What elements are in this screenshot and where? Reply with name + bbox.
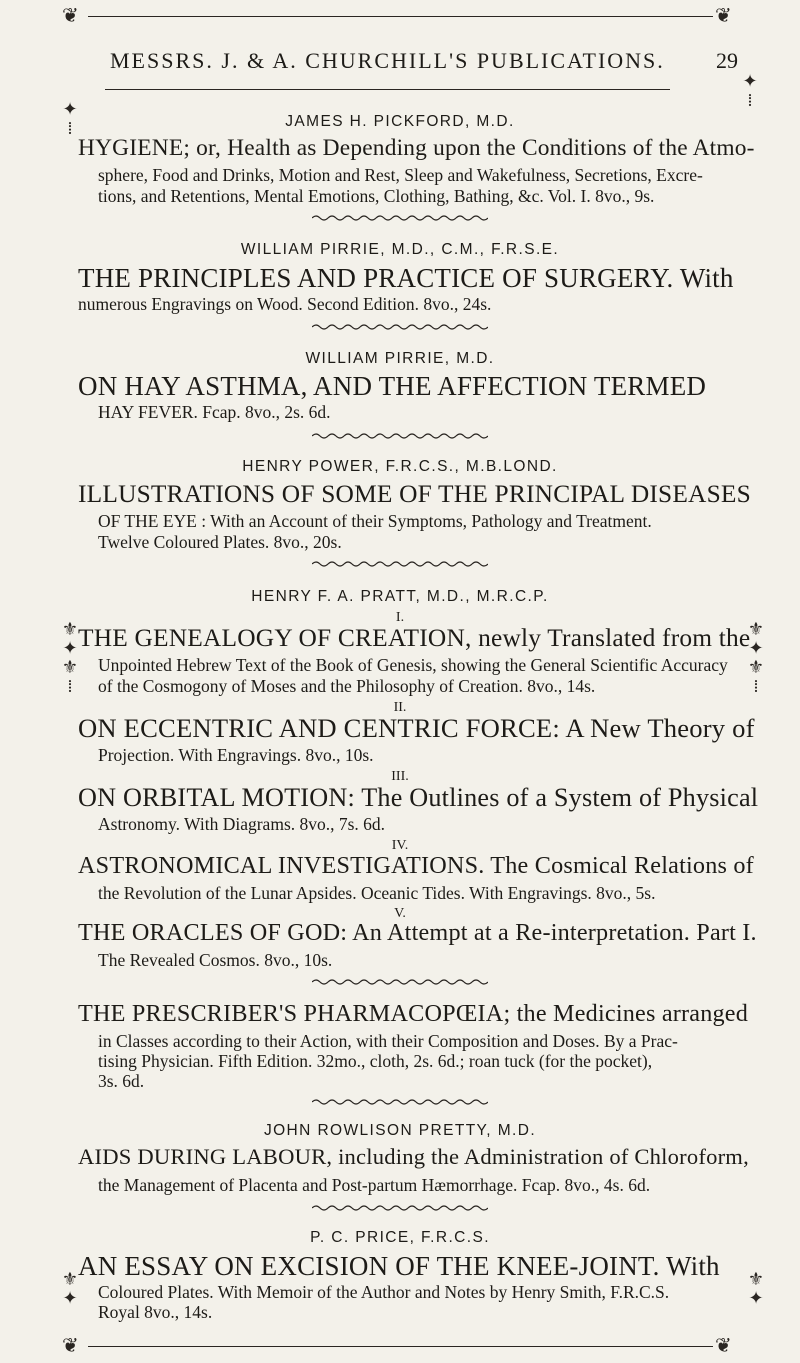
title-oracles: THE ORACLES OF GOD: An Attempt at a Re-interpretation. Part I.	[78, 919, 757, 946]
desc-line: sphere, Food and Drinks, Motion and Rest, Sleep and Wakefulness, Secretions, Excre-	[98, 165, 703, 185]
title-hygiene: HYGIENE; or, Health as Depending upon the Conditions of the Atmo-	[78, 135, 755, 161]
side-ornament-left-1: ✦ ⁞	[62, 99, 78, 138]
separator-ornament	[312, 1204, 488, 1212]
side-ornament-right-1: ✦ ⁞	[742, 71, 758, 110]
title-genealogy: THE GENEALOGY OF CREATION, newly Translated from the	[78, 624, 751, 652]
desc-line: Unpointed Hebrew Text of the Book of Genesis, showing the General Scientific Accuracy	[98, 655, 728, 675]
desc-line: Coloured Plates. With Memoir of the Author and Notes by Henry Smith, F.R.C.S.	[98, 1282, 670, 1302]
desc-line: Twelve Coloured Plates. 8vo., 20s.	[98, 532, 342, 552]
desc-line: tising Physician. Fifth Edition. 32mo., cloth, 2s. 6d.; roan tuck (for the pocket),	[98, 1051, 653, 1071]
numeral: III.	[391, 769, 409, 784]
author-price: P. C. PRICE, F.R.C.S.	[310, 1229, 490, 1246]
author-pratt: HENRY F. A. PRATT, M.D., M.R.C.P.	[251, 588, 549, 605]
corner-ornament-bottom-right: ❦	[715, 1335, 732, 1357]
page-header-title: MESSRS. J. & A. CHURCHILL'S PUBLICATIONS.	[110, 48, 665, 73]
numeral: V.	[394, 906, 406, 921]
separator-ornament	[312, 560, 488, 568]
side-ornament-right-3: ⚜ ✦	[747, 1269, 765, 1308]
header-underline	[105, 89, 670, 90]
desc-line: HAY FEVER. Fcap. 8vo., 2s. 6d.	[98, 402, 331, 422]
desc-line: numerous Engravings on Wood. Second Edition. 8vo., 24s.	[78, 294, 492, 314]
separator-ornament	[312, 323, 488, 331]
top-rule	[88, 16, 713, 17]
author-pickford: JAMES H. PICKFORD, M.D.	[285, 113, 515, 130]
desc-line: the Revolution of the Lunar Apsides. Oceanic Tides. With Engravings. 8vo., 5s.	[98, 883, 656, 903]
title-eye-diseases: ILLUSTRATIONS OF SOME OF THE PRINCIPAL DISEASES	[78, 480, 751, 508]
desc-line: Projection. With Engravings. 8vo., 10s.	[98, 745, 374, 765]
author-power: HENRY POWER, F.R.C.S., M.B.LOND.	[242, 458, 558, 475]
desc-line: 3s. 6d.	[98, 1071, 145, 1091]
bottom-rule	[88, 1346, 713, 1347]
separator-ornament	[312, 978, 488, 986]
author-pirrie-1: WILLIAM PIRRIE, M.D., C.M., F.R.S.E.	[240, 241, 560, 258]
separator-ornament	[312, 432, 488, 440]
numeral: IV.	[391, 838, 409, 853]
side-ornament-left-3: ⚜ ✦	[61, 1269, 79, 1308]
title-hay-asthma: ON HAY ASTHMA, AND THE AFFECTION TERMED	[78, 371, 707, 401]
desc-line: tions, and Retentions, Mental Emotions, Clothing, Bathing, &c. Vol. I. 8vo., 9s.	[98, 186, 655, 206]
title-surgery: THE PRINCIPLES AND PRACTICE OF SURGERY. With	[78, 263, 734, 293]
numeral: I.	[395, 610, 405, 625]
title-aids-labour: AIDS DURING LABOUR, including the Administration of Chloroform,	[78, 1144, 749, 1169]
desc-line: Astronomy. With Diagrams. 8vo., 7s. 6d.	[98, 814, 386, 834]
corner-ornament-top-left: ❦	[62, 5, 79, 27]
title-eccentric-force: ON ECCENTRIC AND CENTRIC FORCE: A New Theory of	[78, 713, 755, 743]
title-astronomical: ASTRONOMICAL INVESTIGATIONS. The Cosmical Relations of	[78, 852, 754, 879]
separator-ornament	[312, 214, 488, 222]
desc-line: The Revealed Cosmos. 8vo., 10s.	[98, 950, 333, 970]
desc-line: Royal 8vo., 14s.	[98, 1302, 213, 1322]
author-pretty: JOHN ROWLISON PRETTY, M.D.	[263, 1122, 537, 1139]
title-pharmacopoeia: THE PRESCRIBER'S PHARMACOPŒIA; the Medicines arranged	[78, 1000, 749, 1027]
corner-ornament-top-right: ❦	[715, 5, 732, 27]
numeral: II.	[393, 700, 407, 715]
desc-line: the Management of Placenta and Post-partum Hæmorrhage. Fcap. 8vo., 4s. 6d.	[98, 1175, 651, 1195]
title-orbital-motion: ON ORBITAL MOTION: The Outlines of a System of Physical	[78, 783, 759, 812]
desc-line: OF THE EYE : With an Account of their Symptoms, Pathology and Treatment.	[98, 511, 652, 531]
title-knee-joint: AN ESSAY ON EXCISION OF THE KNEE-JOINT. With	[78, 1251, 720, 1281]
page-number: 29	[716, 48, 738, 73]
side-ornament-right-2: ⚜ ✦ ⚜ ⁞	[747, 619, 765, 696]
corner-ornament-bottom-left: ❦	[62, 1335, 79, 1357]
desc-line: of the Cosmogony of Moses and the Philosophy of Creation. 8vo., 14s.	[98, 676, 596, 696]
side-ornament-left-2: ⚜ ✦ ⚜ ⁞	[61, 619, 79, 696]
desc-line: in Classes according to their Action, with their Composition and Doses. By a Prac-	[98, 1031, 678, 1051]
separator-ornament	[312, 1098, 488, 1106]
author-pirrie-2: WILLIAM PIRRIE, M.D.	[305, 350, 495, 367]
